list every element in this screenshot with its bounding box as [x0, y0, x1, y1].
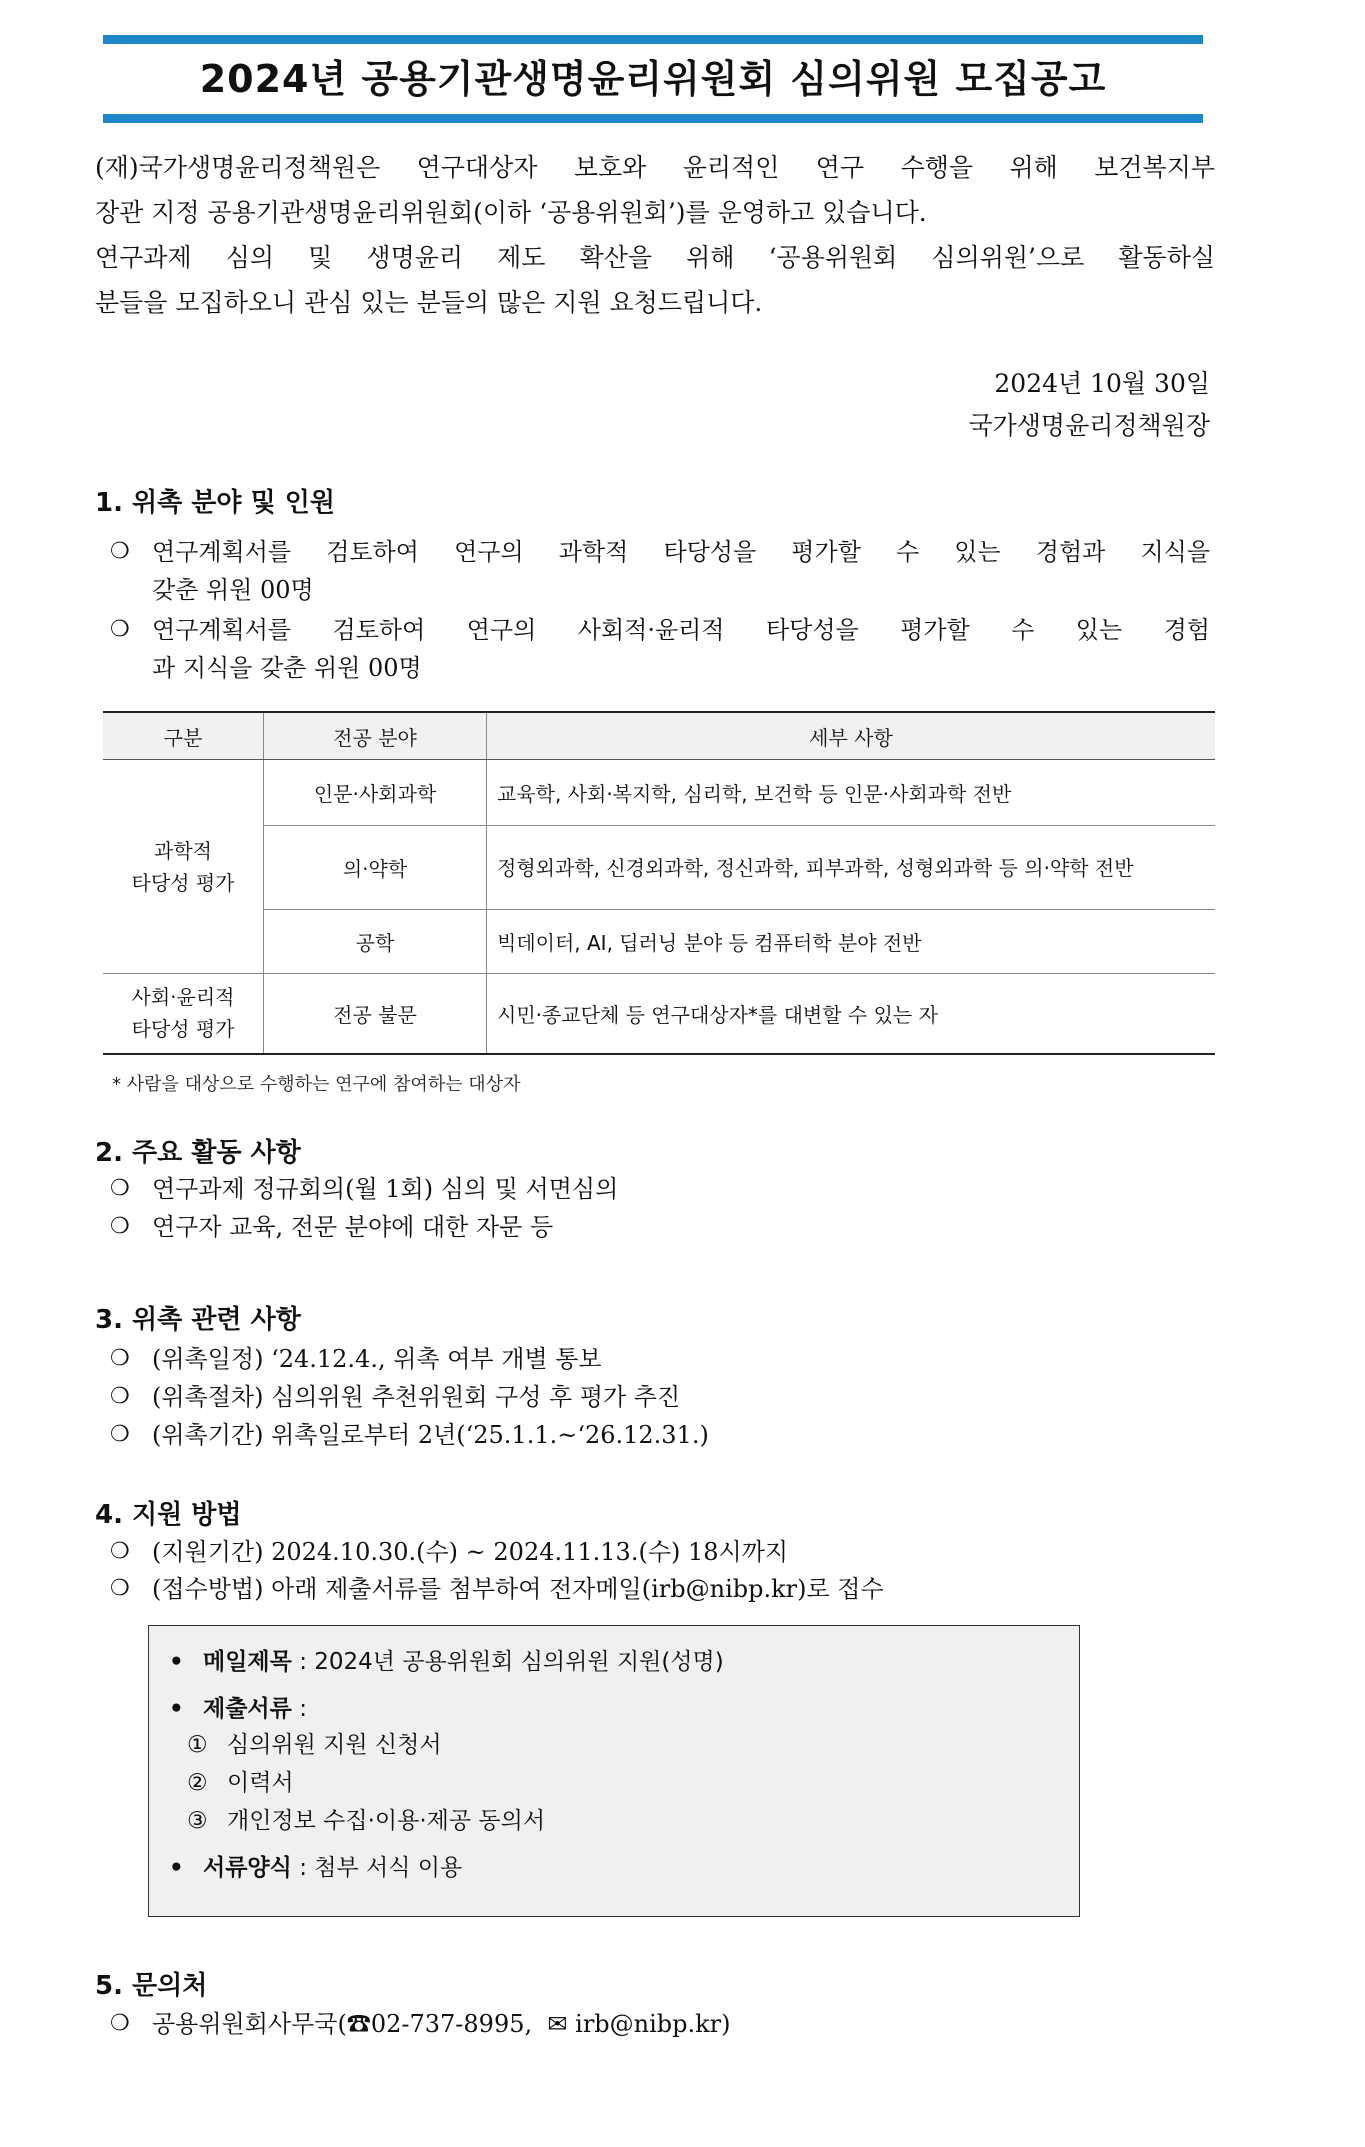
- intro-line: (재)국가생명윤리정책원은 연구대상자 보호와 윤리적인 연구 수행을 위해 보건복지부: [95, 153, 1215, 182]
- table-header-row: [103, 712, 1215, 760]
- circle-bullet-icon: ❍: [110, 1576, 130, 1601]
- page-title: 2024년 공용기관생명윤리위원회 심의위원 모집공고: [199, 57, 1107, 101]
- contact-phone[interactable]: 02-737-8995,: [370, 2010, 533, 2038]
- issuer: 국가생명윤리정책원장: [968, 411, 1210, 440]
- contact-item: [110, 2005, 1210, 2043]
- section-2-heading: 2. 주요 활동 사항: [95, 1138, 301, 1168]
- list-item: [110, 1170, 1210, 1208]
- list-item: [110, 611, 1210, 687]
- form-value: : 첨부 서식 이용: [299, 1855, 463, 1881]
- title-banner: [103, 35, 1203, 123]
- table-footnote: * 사람을 대상으로 수행하는 연구에 참여하는 대상자: [112, 1074, 521, 1095]
- form-label: 서류양식: [203, 1855, 292, 1881]
- contact-email[interactable]: irb@nibp.kr): [575, 2010, 731, 2038]
- table-header: 전공 분야: [264, 712, 487, 760]
- form-row: [169, 1852, 462, 1884]
- circle-bullet-icon: ❍: [110, 1346, 130, 1371]
- detail-cell: 빅데이터, AI, 딥러닝 분야 등 컴퓨터학 분야 전반: [487, 910, 1216, 974]
- intro-paragraph: [95, 145, 1215, 325]
- circle-bullet-icon: ❍: [110, 539, 130, 564]
- table-row: [103, 974, 1215, 1054]
- table-row: [103, 826, 1215, 910]
- list-item-text: 연구계획서를 검토하여 연구의 과학적 타당성을 평가할 수 있는 경험과 지식을: [152, 538, 1210, 566]
- title-bottom-bar: [103, 114, 1203, 123]
- section-3-heading: 3. 위촉 관련 사항: [95, 1305, 301, 1335]
- list-item-text: (위촉절차) 심의위원 추천위원회 구성 후 평가 추진: [152, 1383, 681, 1411]
- dot-bullet-icon: •: [169, 1855, 184, 1881]
- circle-bullet-icon: ❍: [110, 617, 130, 642]
- mail-subject-row: [169, 1646, 724, 1678]
- document-item: [187, 1729, 442, 1761]
- list-item-text: 과 지식을 갖춘 위원 00명: [152, 654, 422, 682]
- mail-subject-label: 메일제목: [203, 1649, 292, 1675]
- document-name: 개인정보 수집·이용·제공 동의서: [227, 1808, 546, 1834]
- list-item-text: (위촉일정) ‘24.12.4., 위촉 여부 개별 통보: [152, 1345, 602, 1373]
- group-cell: 사회·윤리적 타당성 평가: [103, 974, 264, 1054]
- list-item-text: (지원기간) 2024.10.30.(수) ~ 2024.11.13.(수) 18시까지: [152, 1538, 789, 1566]
- intro-line: 분들을 모집하오니 관심 있는 분들의 많은 지원 요청드립니다.: [95, 288, 763, 317]
- list-item-text: 연구계획서를 검토하여 연구의 사회적·윤리적 타당성을 평가할 수 있는 경험: [152, 616, 1210, 644]
- field-cell: 인문·사회과학: [264, 760, 487, 826]
- detail-cell: 교육학, 사회·복지학, 심리학, 보건학 등 인문·사회과학 전반: [487, 760, 1216, 826]
- detail-cell: 정형외과학, 신경외과학, 정신과학, 피부과학, 성형외과학 등 의·약학 전반: [487, 826, 1216, 910]
- list-item-text: 갖춘 위원 00명: [152, 576, 314, 604]
- field-table: [103, 711, 1215, 1055]
- list-item: [110, 1208, 1210, 1246]
- detail-cell: 시민·종교단체 등 연구대상자*를 대변할 수 있는 자: [487, 974, 1216, 1054]
- section-4-heading: 4. 지원 방법: [95, 1500, 242, 1530]
- list-item: [110, 1533, 1210, 1571]
- list-item: [110, 533, 1210, 609]
- contact-text: [152, 2005, 1210, 2043]
- document-item: [187, 1805, 545, 1837]
- mail-icon: ✉: [547, 2010, 568, 2038]
- intro-line: 장관 지정 공용기관생명윤리위원회(이하 ‘공용위원회’)를 운영하고 있습니다.: [95, 198, 927, 227]
- field-cell: 의·약학: [264, 826, 487, 910]
- section-1-heading: 1. 위촉 분야 및 인원: [95, 488, 335, 518]
- documents-colon: :: [299, 1696, 307, 1722]
- circle-bullet-icon: ❍: [110, 1176, 130, 1201]
- table-row: [103, 760, 1215, 826]
- document-number: ③: [187, 1808, 208, 1834]
- circle-bullet-icon: ❍: [110, 1214, 130, 1239]
- phone-icon: ☎: [346, 2010, 371, 2038]
- document-number: ①: [187, 1732, 208, 1758]
- contact-prefix: 공용위원회사무국(: [152, 2010, 347, 2038]
- title-top-bar: [103, 35, 1203, 44]
- table-row: [103, 910, 1215, 974]
- field-cell: 공학: [264, 910, 487, 974]
- dot-bullet-icon: •: [169, 1696, 184, 1722]
- table-header: 구분: [103, 712, 264, 760]
- document-name: 심의위원 지원 신청서: [227, 1732, 442, 1758]
- dot-bullet-icon: •: [169, 1649, 184, 1675]
- list-item: [110, 1416, 1210, 1454]
- date-signature: [968, 363, 1210, 447]
- documents-row: [169, 1693, 307, 1725]
- list-item: [110, 1340, 1210, 1378]
- list-item-text: (위촉기간) 위촉일로부터 2년(‘25.1.1.~‘26.12.31.): [152, 1421, 709, 1449]
- list-item-text: 연구자 교육, 전문 분야에 대한 자문 등: [152, 1213, 554, 1241]
- document-name: 이력서: [227, 1770, 294, 1796]
- document-item: [187, 1767, 294, 1799]
- field-cell: 전공 불문: [264, 974, 487, 1054]
- documents-label: 제출서류: [203, 1696, 292, 1722]
- intro-line: 연구과제 심의 및 생명윤리 제도 확산을 위해 ‘공용위원회 심의위원’으로 활동하실: [95, 243, 1215, 272]
- circle-bullet-icon: ❍: [110, 2011, 130, 2036]
- notice-date: 2024년 10월 30일: [994, 369, 1210, 398]
- circle-bullet-icon: ❍: [110, 1422, 130, 1447]
- section-5-heading: 5. 문의처: [95, 1971, 208, 2001]
- circle-bullet-icon: ❍: [110, 1384, 130, 1409]
- application-info-box: [148, 1625, 1080, 1917]
- list-item: [110, 1570, 1210, 1608]
- circle-bullet-icon: ❍: [110, 1539, 130, 1564]
- table-header: 세부 사항: [487, 712, 1216, 760]
- list-item: [110, 1378, 1210, 1416]
- list-item-text: 연구과제 정규회의(월 1회) 심의 및 서면심의: [152, 1175, 619, 1203]
- mail-subject-value: : 2024년 공용위원회 심의위원 지원(성명): [299, 1649, 724, 1675]
- document-number: ②: [187, 1770, 208, 1796]
- list-item-text: (접수방법) 아래 제출서류를 첨부하여 전자메일(irb@nibp.kr)로 접수: [152, 1575, 884, 1603]
- group-cell: 과학적 타당성 평가: [103, 760, 264, 974]
